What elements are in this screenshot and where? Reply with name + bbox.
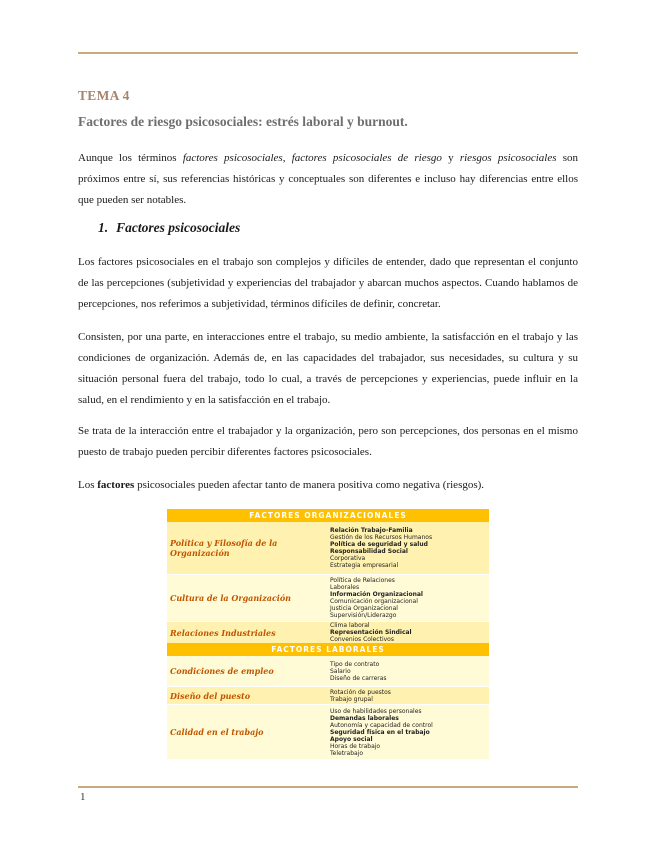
figure-row	[167, 575, 489, 621]
theme-label: TEMA 4	[78, 88, 130, 103]
paragraph-definition: Los factores psicosociales en el trabajo son complejos y difíciles de entender, dado que representan el conjunto de las percepciones (subjetividad y experiencias del trabajador y abarcan muchos aspectos. Cuando hablamos de percepciones, nos referimos a subjetividad, términos difíciles de definir, concretar.	[78, 256, 578, 310]
band-organizational-factors: FACTORES ORGANIZACIONALES	[167, 509, 489, 522]
section-number: 1.	[98, 220, 109, 235]
row-items: Relación Trabajo-Familia Gestión de los Recursos Humanos Política de seguridad y salud Responsabilidad Social Corporativa Estrategia empresarial	[330, 527, 433, 569]
paragraph-perceptions: Se trata de la interacción entre el trabajador y la organización, pero son percepciones, dos personas en el mismo puesto de trabajo pueden percibir diferentes factores psicosociales.	[78, 425, 578, 458]
section-title: Factores psicosociales	[116, 220, 241, 235]
row-label: Condiciones de empleo	[170, 666, 274, 676]
intro-paragraph: Aunque los términos factores psicosociales, factores psicosociales de riesgo y riesgos psicosociales son próximos entre sí, sus referencias históricas y conceptuales son diferentes e incluso hay diferencias entre ellos que pueden ser notables.	[78, 152, 578, 206]
header-rule	[78, 52, 578, 54]
row-items: Política de Relaciones Laborales Información Organizacional Comunicación organizacional Justicia Organizacional Supervisión/Liderazgo	[330, 577, 423, 619]
paragraph-effects: Los factores psicosociales pueden afectar tanto de manera positiva como negativa (riesgos).	[78, 479, 485, 491]
row-label: Política y Filosofía de la Organización	[170, 538, 278, 558]
figure-row	[167, 522, 489, 574]
paragraph-interactions: Consisten, por una parte, en interacciones entre el trabajo, su medio ambiente, la satisfacción en el trabajo y las condiciones de organización. Además de, en las capacidades del trabajador, sus necesidades, su cultura y su situación personal fuera del trabajo, todo lo cual, a través de percepciones y experiencias, puede influir en la salud, en el rendimiento y en la satisfacción en el trabajo.	[78, 331, 578, 406]
row-label: Cultura de la Organización	[170, 593, 291, 603]
section-heading	[98, 220, 240, 236]
row-items: Clima laboral Representación Sindical Convenios Colectivos	[330, 622, 412, 643]
row-items: Uso de habilidades personales Demandas laborales Autonomía y capacidad de control Seguridad física en el trabajo Apoyo social Horas de trabajo Teletrabajo	[330, 707, 433, 757]
factors-figure	[167, 509, 489, 759]
figure-row	[167, 656, 489, 686]
page-number: 1	[80, 791, 86, 803]
footer-rule	[78, 786, 578, 788]
figure-row	[167, 687, 489, 704]
figure-row	[167, 622, 489, 643]
document-title: Factores de riesgo psicosociales: estrés laboral y burnout.	[78, 114, 408, 129]
row-items: Tipo de contrato Salario Diseño de carreras	[330, 660, 387, 682]
band-labor-factors: FACTORES LABORALES	[167, 643, 489, 656]
row-items: Rotación de puestos Trabajo grupal	[330, 688, 391, 703]
row-label: Relaciones Industriales	[170, 627, 276, 638]
figure-row	[167, 705, 489, 759]
row-label: Calidad en el trabajo	[170, 727, 264, 737]
row-label: Diseño del puesto	[170, 690, 251, 701]
